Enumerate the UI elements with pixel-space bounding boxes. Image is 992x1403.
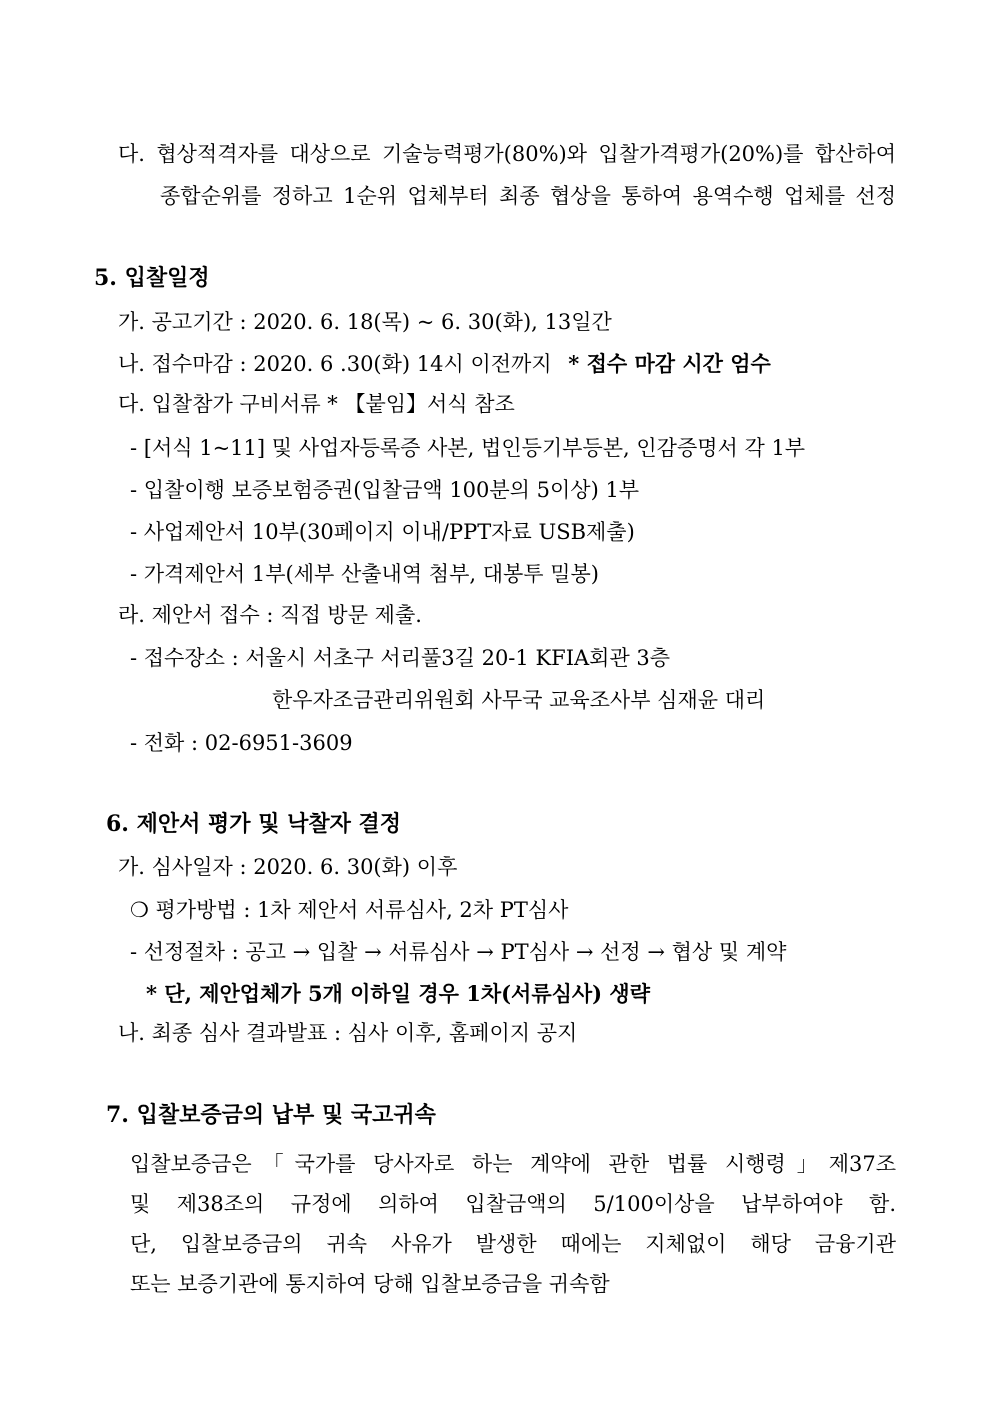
required-documents-heading: 다. 입찰참가 구비서류 * 【붙임】서식 참조: [118, 392, 515, 416]
review-date: 가. 심사일자 : 2020. 6. 30(화) 이후: [118, 855, 458, 879]
paragraph-line: 및 제38조의 규정에 의하여 입찰금액의 5/100이상을 납부하여야 함.: [130, 1192, 896, 1216]
document-item: - 사업제안서 10부(30페이지 이내/PPT자료 USB제출): [130, 520, 635, 544]
intro-line-1: 다. 협상적격자를 대상으로 기술능력평가(80%)와 입찰가격평가(20%)를 합산하여: [118, 142, 896, 166]
evaluation-method: ❍ 평가방법 : 1차 제안서 서류심사, 2차 PT심사: [130, 898, 569, 922]
document-item: - 가격제안서 1부(세부 산출내역 첨부, 대봉투 밀봉): [130, 562, 600, 586]
paragraph-line: 입찰보증금은「국가를 당사자로 하는 계약에 관한 법률 시행령」제37조: [130, 1152, 896, 1176]
intro-line-2: 종합순위를 정하고 1순위 업체부터 최종 협상을 통하여 용역수행 업체를 선정: [160, 184, 896, 208]
deadline: [118, 350, 771, 378]
final-announcement: 나. 최종 심사 결과발표 : 심사 이후, 홈페이지 공지: [118, 1021, 578, 1045]
deadline-note: * 접수 마감 시간 엄수: [568, 351, 771, 376]
submission-contact: 한우자조금관리위원회 사무국 교육조사부 심재윤 대리: [272, 688, 766, 712]
phone-number: - 전화 : 02-6951-3609: [130, 731, 353, 755]
section-5-title: 5. 입찰일정: [94, 265, 210, 291]
document-item: - 입찰이행 보증보험증권(입찰금액 100분의 5이상) 1부: [130, 478, 640, 502]
section-6-title: 6. 제안서 평가 및 낙찰자 결정: [106, 811, 402, 837]
submission-place: - 접수장소 : 서울시 서초구 서리풀3길 20-1 KFIA회관 3층: [130, 646, 671, 670]
paragraph-line: 단, 입찰보증금의 귀속 사유가 발생한 때에는 지체없이 해당 금융기관: [130, 1232, 896, 1256]
document-item: - [서식 1~11] 및 사업자등록증 사본, 법인등기부등본, 인감증명서 각 1부: [130, 436, 806, 460]
submission-method: 라. 제안서 접수 : 직접 방문 제출.: [118, 603, 422, 627]
selection-process: - 선정절차 : 공고 → 입찰 → 서류심사 → PT심사 → 선정 → 협상 및 계약: [130, 940, 787, 964]
deadline-text: 나. 접수마감 : 2020. 6 .30(화) 14시 이전까지: [118, 352, 552, 376]
paragraph-line: 또는 보증기관에 통지하여 당해 입찰보증금을 귀속함: [130, 1272, 610, 1296]
section-7-title: 7. 입찰보증금의 납부 및 국고귀속: [106, 1102, 436, 1128]
notice-period: 가. 공고기간 : 2020. 6. 18(목) ~ 6. 30(화), 13일간: [118, 310, 612, 334]
process-note: * 단, 제안업체가 5개 이하일 경우 1차(서류심사) 생략: [146, 981, 650, 1006]
